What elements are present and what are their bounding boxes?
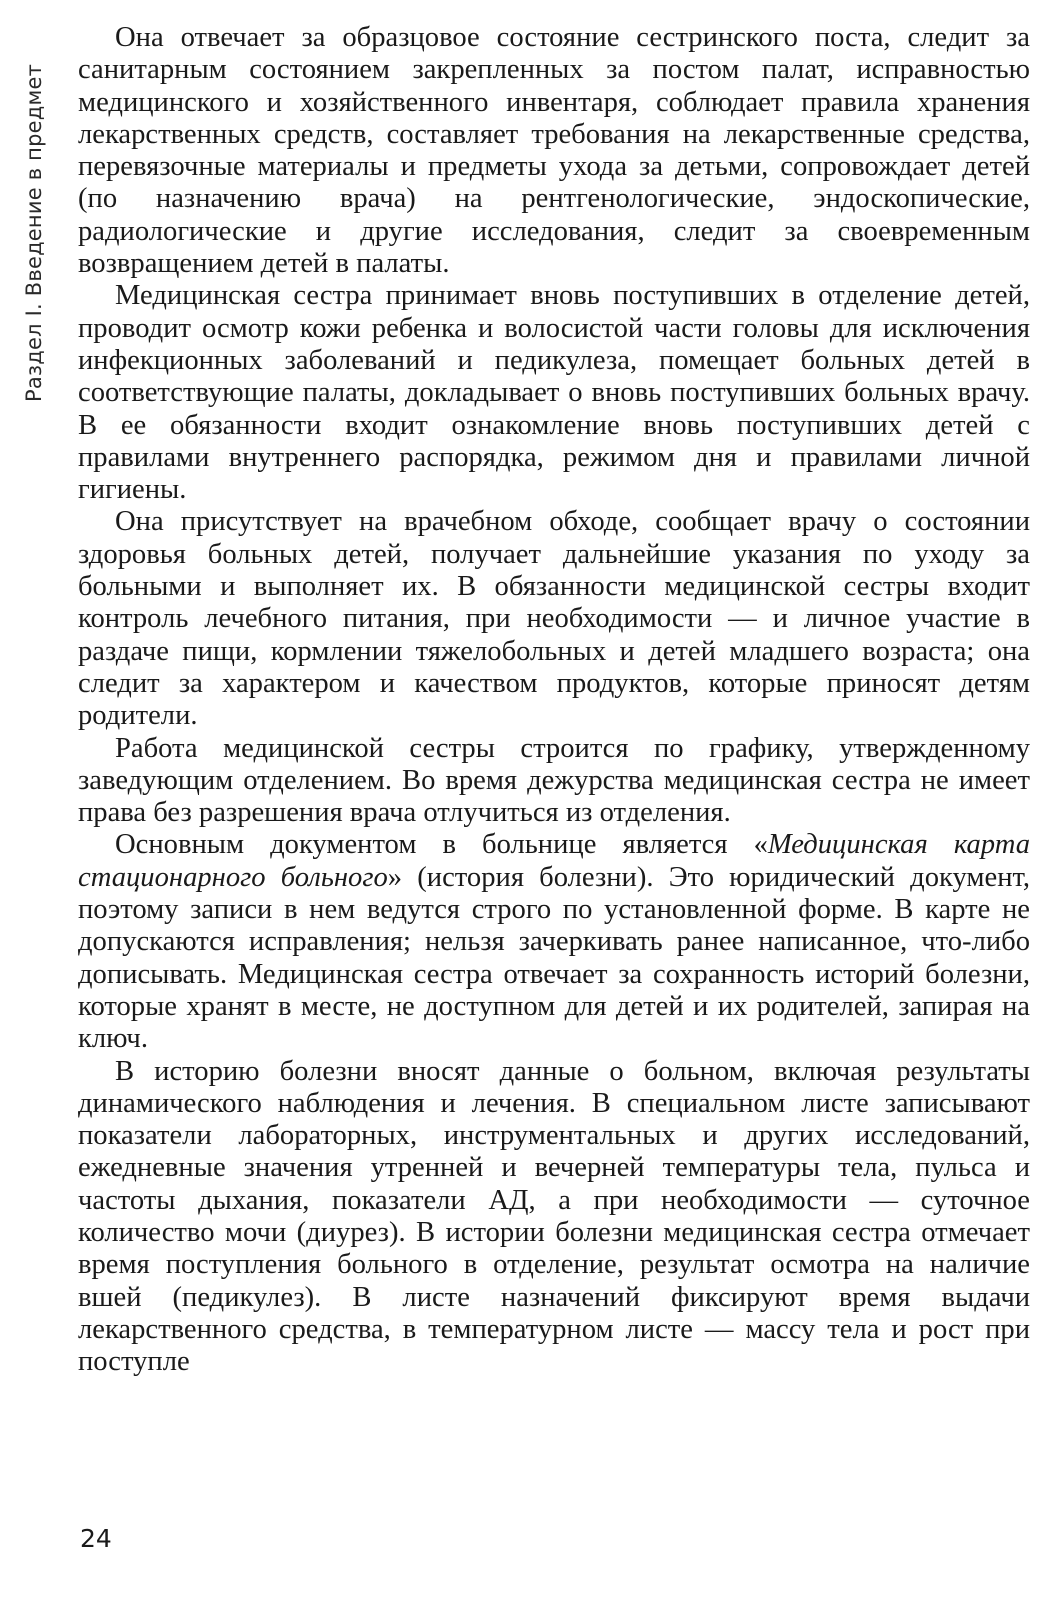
running-header: [0, 0, 80, 420]
medical-record-text-before: Основным документом в больнице является «: [115, 829, 768, 861]
page-number: 24: [80, 1524, 112, 1553]
page-body: [78, 22, 1030, 1378]
paragraph-medical-record: [78, 829, 1030, 1055]
medical-record-text-after: » (история болезни). Это юридический документ, поэтому записи в нем ведутся строго по установленной форме. В карте не допускаются исправления; нельзя зачеркивать ранее написанное, что-либо дописывать. Медицинская сестра отвечает за сохранность историй болезни, которые хранят в месте, не доступном для детей и их родителей, запирая на ключ.: [78, 861, 1030, 1055]
paragraph-history-entries: В историю болезни вносят данные о больном, включая результаты динамического наблюдения и лечения. В специальном листе записывают показатели лабораторных, инструментальных и других исследований, ежедневные значения утренней и вечерней температуры тела, пульса и частоты дыхания, показатели АД, а при необходимости — суточное количество мочи (диурез). В истории болезни медицинская сестра отмечает время поступления больного в отделение, результат осмотра на наличие вшей (педикулез). В листе назначений фиксируют время выдачи лекарственного средства, в температурном листе — массу тела и рост при поступле: [78, 1055, 1030, 1378]
paragraph-schedule: Работа медицинской сестры строится по графику, утвержденному заведующим отделением. Во время дежурства медицинская сестра не имеет права без разрешения врача отлучиться из отделения.: [78, 732, 1030, 829]
medical-record-title: Медицинская карта стационарного больного: [78, 829, 1030, 893]
paragraph-admission: Медицинская сестра принимает вновь поступивших в отделение детей, проводит осмотр кожи ребенка и волосистой части головы для исключения инфекционных заболеваний и педикулеза, помещает больных детей в соответствующие палаты, докладывает о вновь поступивших больных врачу. В ее обязанности входит ознакомление вновь поступивших детей с правилами внутреннего распорядка, режимом дня и правилами личной гигиены.: [78, 280, 1030, 506]
running-header-text: Раздел I. Введение в предмет: [22, 63, 46, 402]
paragraph-rounds: Она присутствует на врачебном обходе, сообщает врачу о состоянии здоровья больных детей, получает дальнейшие указания по уходу за больными и выполняет их. В обязанности медицинской сестры входит контроль лечебного питания, при необходимости — и личное участие в раздаче пищи, кормлении тяжелобольных и детей младшего возраста; она следит за характером и качеством продуктов, которые приносят детям родители.: [78, 506, 1030, 732]
paragraph-duties: Она отвечает за образцовое состояние сестринского поста, следит за санитарным состоянием закрепленных за постом палат, исправностью медицинского и хозяйственного инвентаря, соблюдает правила хранения лекарственных средств, составляет требования на лекарственные средства, перевязочные материалы и предметы ухода за детьми, сопровождает детей (по назначению врача) на рентгенологические, эндоскопические, радиологические и другие исследования, следит за своевременным возвращением детей в палаты.: [78, 22, 1030, 280]
